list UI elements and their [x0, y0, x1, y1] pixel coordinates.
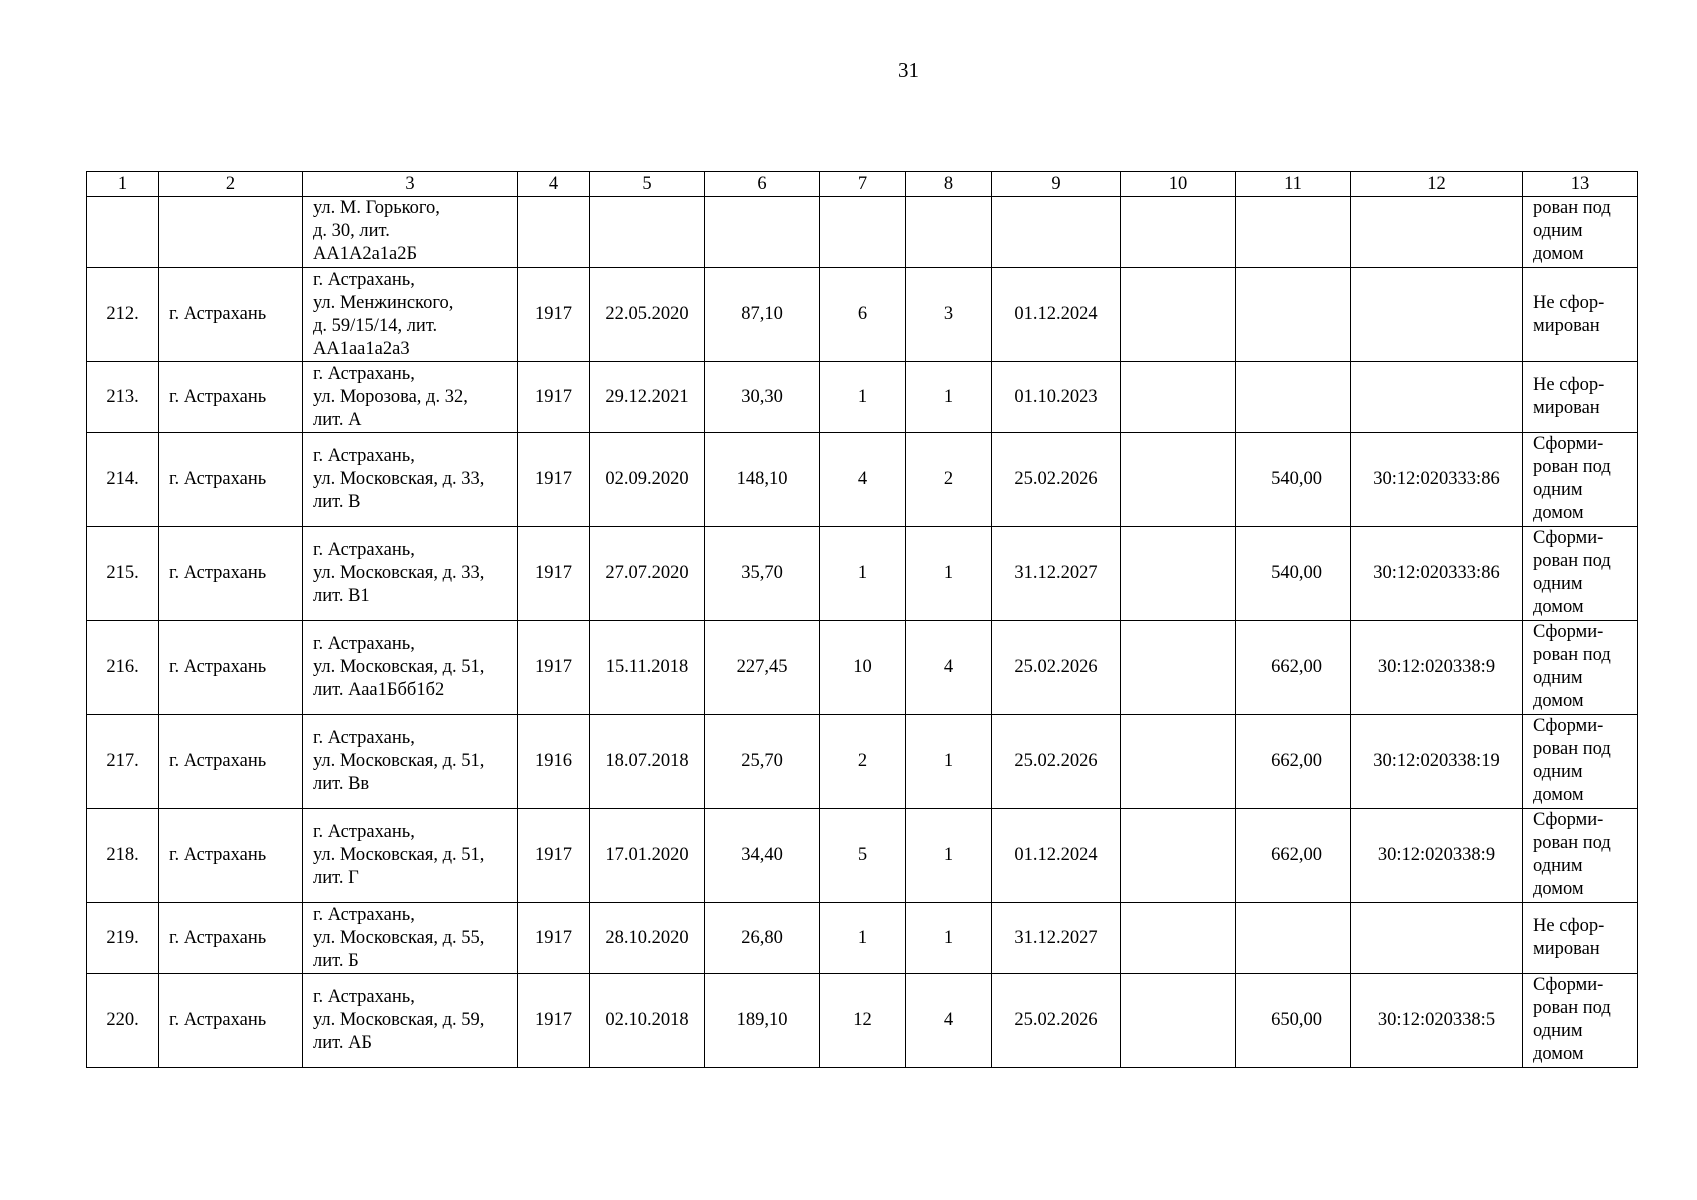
status-line: домом: [1533, 244, 1584, 264]
cadastral-number-cell: [1351, 197, 1523, 268]
date-cell: 02.09.2020: [590, 433, 705, 527]
year-cell: 1917: [518, 974, 590, 1068]
area-cell: 35,70: [705, 527, 820, 621]
row-number-cell: 220.: [87, 974, 159, 1068]
column-10-cell: [1121, 527, 1236, 621]
date-cell: 22.05.2020: [590, 268, 705, 362]
table-row: [87, 433, 1638, 527]
status-line: мирован: [1533, 939, 1600, 959]
city-cell: г. Астрахань: [159, 974, 303, 1068]
column-header: 10: [1121, 172, 1236, 197]
status-line: Сформи-: [1533, 716, 1604, 736]
row-number-cell: 219.: [87, 903, 159, 974]
year-cell: 1917: [518, 621, 590, 715]
deadline-date-cell: 31.12.2027: [992, 903, 1121, 974]
land-status-cell: [1523, 197, 1638, 268]
land-area-cell: 540,00: [1236, 433, 1351, 527]
column-10-cell: [1121, 268, 1236, 362]
land-area-cell: 650,00: [1236, 974, 1351, 1068]
status-line: одним: [1533, 574, 1583, 594]
address-line: лит. Б: [313, 950, 359, 971]
date-cell: 29.12.2021: [590, 362, 705, 433]
date-cell: [590, 197, 705, 268]
status-line: домом: [1533, 1044, 1584, 1064]
address-line: ул. Московская, д. 51,: [313, 751, 485, 771]
year-cell: 1917: [518, 268, 590, 362]
status-line: рован под: [1533, 551, 1611, 571]
column-header: 3: [303, 172, 518, 197]
column-7-cell: 4: [820, 433, 906, 527]
address-line: лит. В: [313, 492, 361, 512]
housing-registry-table: [86, 171, 1638, 1068]
year-cell: 1917: [518, 809, 590, 903]
column-header: 7: [820, 172, 906, 197]
table-row: [87, 715, 1638, 809]
column-10-cell: [1121, 197, 1236, 268]
address-line: г. Астрахань,: [313, 446, 415, 466]
deadline-date-cell: 25.02.2026: [992, 621, 1121, 715]
year-cell: [518, 197, 590, 268]
row-number-cell: 217.: [87, 715, 159, 809]
deadline-date-cell: 25.02.2026: [992, 974, 1121, 1068]
address-cell: [303, 974, 518, 1068]
land-status-cell: [1523, 527, 1638, 621]
address-line: АА1А2а1а2Б: [313, 244, 418, 264]
table-row: [87, 527, 1638, 621]
cadastral-number-cell: 30:12:020338:5: [1351, 974, 1523, 1068]
column-10-cell: [1121, 809, 1236, 903]
area-cell: 30,30: [705, 362, 820, 433]
status-line: домом: [1533, 597, 1584, 617]
city-cell: г. Астрахань: [159, 527, 303, 621]
address-line: г. Астрахань,: [313, 904, 415, 925]
address-line: ул. Морозова, д. 32,: [313, 386, 468, 407]
table-row: [87, 809, 1638, 903]
city-cell: г. Астрахань: [159, 715, 303, 809]
area-cell: 148,10: [705, 433, 820, 527]
year-cell: 1916: [518, 715, 590, 809]
column-8-cell: 2: [906, 433, 992, 527]
address-line: ул. Московская, д. 59,: [313, 1010, 485, 1030]
address-line: ул. М. Горького,: [313, 198, 440, 218]
address-line: г. Астрахань,: [313, 634, 415, 654]
status-line: одним: [1533, 221, 1583, 241]
address-cell: [303, 268, 518, 362]
column-7-cell: 2: [820, 715, 906, 809]
page-number: 31: [898, 58, 919, 82]
area-cell: 25,70: [705, 715, 820, 809]
address-cell: [303, 715, 518, 809]
column-header: 12: [1351, 172, 1523, 197]
cadastral-number-cell: 30:12:020338:9: [1351, 809, 1523, 903]
status-line: рован под: [1533, 457, 1611, 477]
city-cell: г. Астрахань: [159, 433, 303, 527]
address-cell: [303, 809, 518, 903]
date-cell: 17.01.2020: [590, 809, 705, 903]
city-cell: г. Астрахань: [159, 268, 303, 362]
land-area-cell: [1236, 903, 1351, 974]
address-line: ул. Московская, д. 33,: [313, 563, 485, 583]
area-cell: 189,10: [705, 974, 820, 1068]
address-line: ул. Московская, д. 51,: [313, 845, 485, 865]
status-line: рован под: [1533, 739, 1611, 759]
column-header: 1: [87, 172, 159, 197]
cadastral-number-cell: 30:12:020333:86: [1351, 527, 1523, 621]
status-line: рован под: [1533, 998, 1611, 1018]
column-header: 11: [1236, 172, 1351, 197]
deadline-date-cell: 01.12.2024: [992, 268, 1121, 362]
status-line: Не сфор-: [1533, 375, 1605, 395]
column-10-cell: [1121, 974, 1236, 1068]
status-line: одним: [1533, 762, 1583, 782]
land-status-cell: [1523, 433, 1638, 527]
land-area-cell: 540,00: [1236, 527, 1351, 621]
date-cell: 27.07.2020: [590, 527, 705, 621]
year-cell: 1917: [518, 903, 590, 974]
column-10-cell: [1121, 621, 1236, 715]
column-8-cell: 3: [906, 268, 992, 362]
land-status-cell: [1523, 362, 1638, 433]
deadline-date-cell: 01.10.2023: [992, 362, 1121, 433]
address-line: г. Астрахань,: [313, 363, 415, 384]
address-cell: [303, 362, 518, 433]
column-8-cell: 1: [906, 903, 992, 974]
column-header: 8: [906, 172, 992, 197]
address-line: г. Астрахань,: [313, 728, 415, 748]
table-row: [87, 362, 1638, 433]
cadastral-number-cell: 30:12:020338:9: [1351, 621, 1523, 715]
row-number-cell: 213.: [87, 362, 159, 433]
column-7-cell: 10: [820, 621, 906, 715]
address-line: г. Астрахань,: [313, 269, 415, 290]
land-status-cell: [1523, 268, 1638, 362]
column-10-cell: [1121, 433, 1236, 527]
cadastral-number-cell: [1351, 362, 1523, 433]
address-line: АА1аа1а2а3: [313, 338, 410, 359]
row-number-cell: 212.: [87, 268, 159, 362]
land-area-cell: 662,00: [1236, 809, 1351, 903]
column-8-cell: 1: [906, 809, 992, 903]
year-cell: 1917: [518, 433, 590, 527]
row-number-cell: 215.: [87, 527, 159, 621]
area-cell: 87,10: [705, 268, 820, 362]
column-10-cell: [1121, 715, 1236, 809]
status-line: мирован: [1533, 315, 1600, 336]
area-cell: 34,40: [705, 809, 820, 903]
area-cell: 227,45: [705, 621, 820, 715]
address-line: ул. Московская, д. 51,: [313, 657, 485, 677]
land-status-cell: [1523, 715, 1638, 809]
row-number-cell: 216.: [87, 621, 159, 715]
city-cell: г. Астрахань: [159, 621, 303, 715]
column-header: 5: [590, 172, 705, 197]
column-7-cell: 1: [820, 527, 906, 621]
address-line: лит. Вв: [313, 774, 370, 794]
column-header: 2: [159, 172, 303, 197]
status-line: одним: [1533, 668, 1583, 688]
column-8-cell: [906, 197, 992, 268]
city-cell: г. Астрахань: [159, 362, 303, 433]
column-7-cell: 5: [820, 809, 906, 903]
deadline-date-cell: 01.12.2024: [992, 809, 1121, 903]
address-cell: [303, 197, 518, 268]
column-8-cell: 4: [906, 621, 992, 715]
status-line: одним: [1533, 1021, 1583, 1041]
column-header: 4: [518, 172, 590, 197]
status-line: Сформи-: [1533, 810, 1604, 830]
year-cell: 1917: [518, 527, 590, 621]
land-status-cell: [1523, 903, 1638, 974]
table-row: [87, 974, 1638, 1068]
city-cell: г. Астрахань: [159, 809, 303, 903]
cadastral-number-cell: [1351, 903, 1523, 974]
address-line: лит. Ааа1Ббб1б2: [313, 680, 445, 700]
address-cell: [303, 903, 518, 974]
land-area-cell: [1236, 268, 1351, 362]
area-cell: [705, 197, 820, 268]
address-line: лит. Г: [313, 868, 359, 888]
column-8-cell: 1: [906, 362, 992, 433]
column-7-cell: 1: [820, 362, 906, 433]
status-line: домом: [1533, 503, 1584, 523]
land-area-cell: [1236, 362, 1351, 433]
year-cell: 1917: [518, 362, 590, 433]
status-line: одним: [1533, 480, 1583, 500]
address-line: лит. А: [313, 409, 362, 430]
status-line: рован под: [1533, 645, 1611, 665]
table-row: [87, 621, 1638, 715]
deadline-date-cell: 25.02.2026: [992, 715, 1121, 809]
address-cell: [303, 433, 518, 527]
status-line: Сформи-: [1533, 622, 1604, 642]
row-number-cell: 218.: [87, 809, 159, 903]
table-row: [87, 268, 1638, 362]
column-7-cell: 1: [820, 903, 906, 974]
land-status-cell: [1523, 974, 1638, 1068]
area-cell: 26,80: [705, 903, 820, 974]
address-line: д. 59/15/14, лит.: [313, 315, 438, 336]
column-header: 13: [1523, 172, 1638, 197]
address-line: ул. Менжинского,: [313, 292, 454, 313]
deadline-date-cell: 25.02.2026: [992, 433, 1121, 527]
status-line: рован под: [1533, 198, 1611, 218]
address-line: лит. АБ: [313, 1033, 373, 1053]
row-number-cell: [87, 197, 159, 268]
row-number-cell: 214.: [87, 433, 159, 527]
address-line: д. 30, лит.: [313, 221, 390, 241]
status-line: Сформи-: [1533, 975, 1604, 995]
table-header-row: [87, 172, 1638, 197]
status-line: домом: [1533, 691, 1584, 711]
address-line: г. Астрахань,: [313, 540, 415, 560]
land-area-cell: 662,00: [1236, 621, 1351, 715]
status-line: Не сфор-: [1533, 916, 1605, 936]
address-line: г. Астрахань,: [313, 822, 415, 842]
column-7-cell: [820, 197, 906, 268]
date-cell: 02.10.2018: [590, 974, 705, 1068]
deadline-date-cell: [992, 197, 1121, 268]
status-line: одним: [1533, 856, 1583, 876]
address-cell: [303, 527, 518, 621]
city-cell: [159, 197, 303, 268]
date-cell: 28.10.2020: [590, 903, 705, 974]
column-8-cell: 1: [906, 527, 992, 621]
table-row: [87, 197, 1638, 268]
column-header: 9: [992, 172, 1121, 197]
status-line: Сформи-: [1533, 434, 1604, 454]
cadastral-number-cell: [1351, 268, 1523, 362]
land-status-cell: [1523, 621, 1638, 715]
date-cell: 15.11.2018: [590, 621, 705, 715]
land-area-cell: 662,00: [1236, 715, 1351, 809]
column-10-cell: [1121, 903, 1236, 974]
table-row: [87, 903, 1638, 974]
column-7-cell: 12: [820, 974, 906, 1068]
cadastral-number-cell: 30:12:020338:19: [1351, 715, 1523, 809]
address-line: ул. Московская, д. 55,: [313, 927, 485, 948]
date-cell: 18.07.2018: [590, 715, 705, 809]
status-line: мирован: [1533, 398, 1600, 418]
column-7-cell: 6: [820, 268, 906, 362]
column-8-cell: 1: [906, 715, 992, 809]
cadastral-number-cell: 30:12:020333:86: [1351, 433, 1523, 527]
status-line: Сформи-: [1533, 528, 1604, 548]
land-status-cell: [1523, 809, 1638, 903]
city-cell: г. Астрахань: [159, 903, 303, 974]
address-line: ул. Московская, д. 33,: [313, 469, 485, 489]
address-cell: [303, 621, 518, 715]
status-line: домом: [1533, 785, 1584, 805]
address-line: г. Астрахань,: [313, 987, 415, 1007]
column-header: 6: [705, 172, 820, 197]
status-line: рован под: [1533, 833, 1611, 853]
status-line: домом: [1533, 879, 1584, 899]
deadline-date-cell: 31.12.2027: [992, 527, 1121, 621]
land-area-cell: [1236, 197, 1351, 268]
address-line: лит. В1: [313, 586, 370, 606]
column-10-cell: [1121, 362, 1236, 433]
column-8-cell: 4: [906, 974, 992, 1068]
status-line: Не сфор-: [1533, 292, 1605, 313]
